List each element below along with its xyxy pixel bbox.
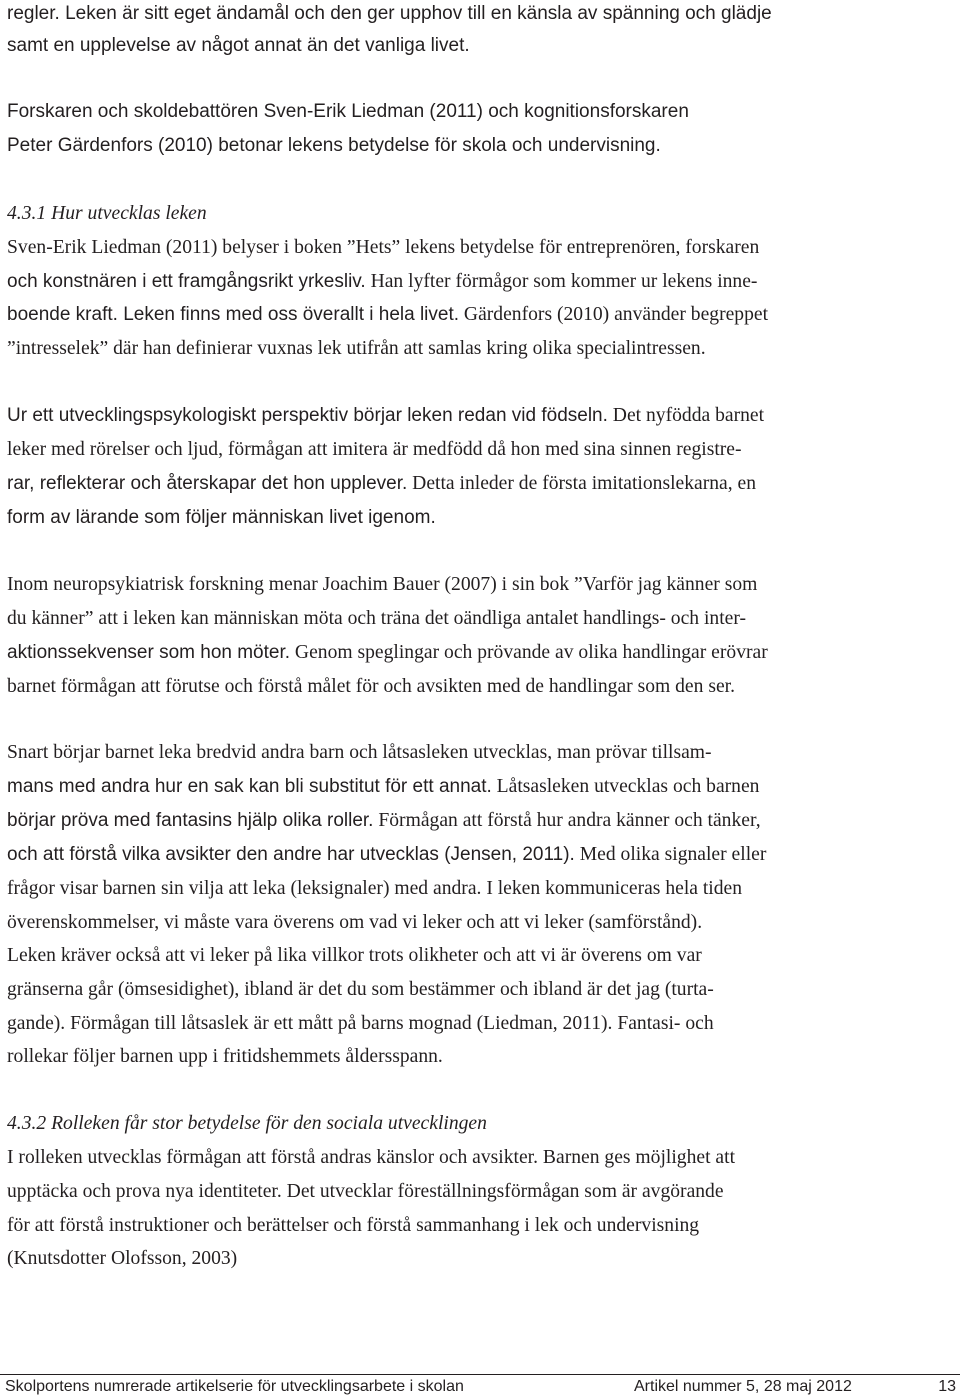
- text-line: [7, 134, 661, 158]
- text-line: [7, 877, 742, 901]
- text-segment: Med olika signaler eller: [574, 844, 767, 865]
- text-line: [7, 337, 706, 361]
- text-segment: Det nyfödda barnet: [607, 405, 765, 426]
- text-line: [7, 438, 742, 462]
- text-segment: gränserna går (ömsesidighet), ibland är det du som bestämmer och ibland är det jag (turta-: [7, 979, 714, 1000]
- text-line: [7, 100, 689, 124]
- text-segment: överenskommelser, vi måste vara överens om vad vi leker och att vi leker (samförstånd).: [7, 912, 703, 933]
- text-line: [7, 303, 768, 327]
- text-segment: Gärdenfors (2010) använder begreppet: [459, 304, 769, 325]
- text-segment: Detta inleder de första imitationslekarna, en: [407, 473, 757, 494]
- text-line: [7, 675, 735, 699]
- text-line: [7, 236, 759, 260]
- text-segment: frågor visar barnen sin vilja att leka (leksignaler) med andra.: [7, 878, 482, 899]
- text-segment: samt en upplevelse av något annat än det vanliga livet.: [7, 35, 470, 56]
- text-segment: och att förstå vilka avsikter den andre har utvecklas (Jensen, 2011).: [7, 844, 575, 865]
- text-segment: och konstnären i ett framgångsrikt yrkesliv.: [7, 271, 366, 292]
- text-segment: I rolleken utvecklas förmågan att förstå andras känslor och avsikter.: [7, 1147, 539, 1168]
- text-line: [7, 1247, 237, 1271]
- text-segment: (Knutsdotter Olofsson, 2003): [7, 1248, 238, 1269]
- text-line: [7, 944, 702, 968]
- text-segment: gande). Förmågan till låtsaslek är ett mått på barns mognad (Liedman, 2011).: [7, 1013, 613, 1034]
- text-segment: boende kraft. Leken finns med oss överallt i hela livet.: [7, 304, 460, 325]
- text-segment: Det utvecklar föreställningsförmågan som är avgörande: [281, 1181, 724, 1202]
- text-segment: Genom speglingar och prövande av olika handlingar erövrar: [290, 642, 768, 663]
- text-segment: Sven-Erik Liedman (2011) belyser i boken ”Hets” lekens betydelse för entreprenören, forskaren: [7, 237, 760, 258]
- text-segment: upptäcka och prova nya identiteter.: [7, 1181, 282, 1202]
- text-segment: aktionssekvenser som hon möter.: [7, 642, 291, 663]
- text-segment: Forskaren och skoldebattören Sven-Erik Liedman (2011) och kognitionsforskaren: [7, 101, 689, 122]
- text-segment: för att förstå instruktioner och berättelser och förstå sammanhang i lek och undervisning: [7, 1215, 700, 1236]
- text-line: [7, 472, 756, 496]
- text-segment: 4.3.1 Hur utvecklas leken: [7, 203, 207, 224]
- text-line: [7, 641, 768, 665]
- text-line: [7, 809, 761, 833]
- text-line: [7, 741, 712, 765]
- page-number: 13: [938, 1378, 956, 1395]
- text-segment: Låtsasleken utvecklas och barnen: [491, 776, 760, 797]
- text-line: [7, 34, 470, 58]
- text-line: [7, 1146, 735, 1170]
- text-line: [7, 404, 764, 428]
- text-segment: mans med andra hur en sak kan bli substitut för ett annat.: [7, 776, 492, 797]
- text-line: [7, 1012, 714, 1036]
- text-segment: 4.3.2 Rolleken får stor betydelse för den sociala utvecklingen: [7, 1113, 487, 1134]
- text-line: [7, 1214, 699, 1238]
- text-segment: Peter Gärdenfors (2010) betonar lekens betydelse för skola och undervisning.: [7, 135, 661, 156]
- text-segment: Han lyfter förmågor som kommer ur lekens inne-: [365, 271, 758, 292]
- text-segment: du känner” att i leken kan människan möta och träna det oändliga antalet handlings- och inter-: [7, 608, 747, 629]
- text-line: [7, 573, 757, 597]
- text-line: [7, 270, 757, 294]
- text-line: [7, 506, 436, 530]
- text-segment: Fantasi- och: [612, 1013, 714, 1034]
- text-segment: rar, reflekterar och återskapar det hon upplever.: [7, 473, 408, 494]
- text-segment: form av lärande som följer människan livet igenom.: [7, 507, 436, 528]
- text-segment: rollekar följer barnen upp i fritidshemmets åldersspann.: [7, 1046, 443, 1067]
- text-line: [7, 1180, 724, 1204]
- text-segment: I leken kommuniceras hela tiden: [481, 878, 743, 899]
- text-segment: leker med rörelser och ljud, förmågan att imitera är medfödd då hon med sina sinnen registre-: [7, 439, 742, 460]
- text-segment: börjar pröva med fantasins hjälp olika roller.: [7, 810, 374, 831]
- section-heading: [7, 1112, 487, 1136]
- text-line: [7, 607, 746, 631]
- text-segment: Förmågan att förstå hur andra känner och tänker,: [373, 810, 761, 831]
- footer-series-title: Skolportens numrerade artikelserie för utvecklingsarbete i skolan: [5, 1378, 464, 1395]
- text-segment: Ur ett utvecklingspsykologiskt perspektiv börjar leken redan vid födseln.: [7, 405, 608, 426]
- text-segment: regler. Leken är sitt eget ändamål och den ger upphov till en känsla av spänning och glädje: [7, 3, 772, 24]
- text-segment: Inom neuropsykiatrisk forskning menar Joachim Bauer (2007) i sin bok ”Varför jag känner som: [7, 574, 758, 595]
- footer-article-info: Artikel nummer 5, 28 maj 2012: [634, 1378, 852, 1395]
- section-heading: [7, 202, 207, 226]
- text-segment: Snart börjar barnet leka bredvid andra barn och låtsasleken utvecklas, man prövar tillsam-: [7, 742, 712, 763]
- text-segment: Barnen ges möjlighet att: [538, 1147, 736, 1168]
- text-segment: barnet förmågan att förutse och förstå målet för och avsikten med de handlingar som den ser.: [7, 676, 735, 697]
- text-segment: Leken kräver också att vi leker på lika villkor trots olikheter och att vi är överens om var: [7, 945, 702, 966]
- text-line: [7, 775, 759, 799]
- footer-divider: [0, 1374, 960, 1375]
- text-line: [7, 911, 702, 935]
- text-line: [7, 2, 772, 26]
- text-line: [7, 978, 714, 1002]
- text-segment: ”intresselek” där han definierar vuxnas lek utifrån att samlas kring olika specialintressen.: [7, 338, 706, 359]
- text-line: [7, 1045, 443, 1069]
- text-line: [7, 843, 766, 867]
